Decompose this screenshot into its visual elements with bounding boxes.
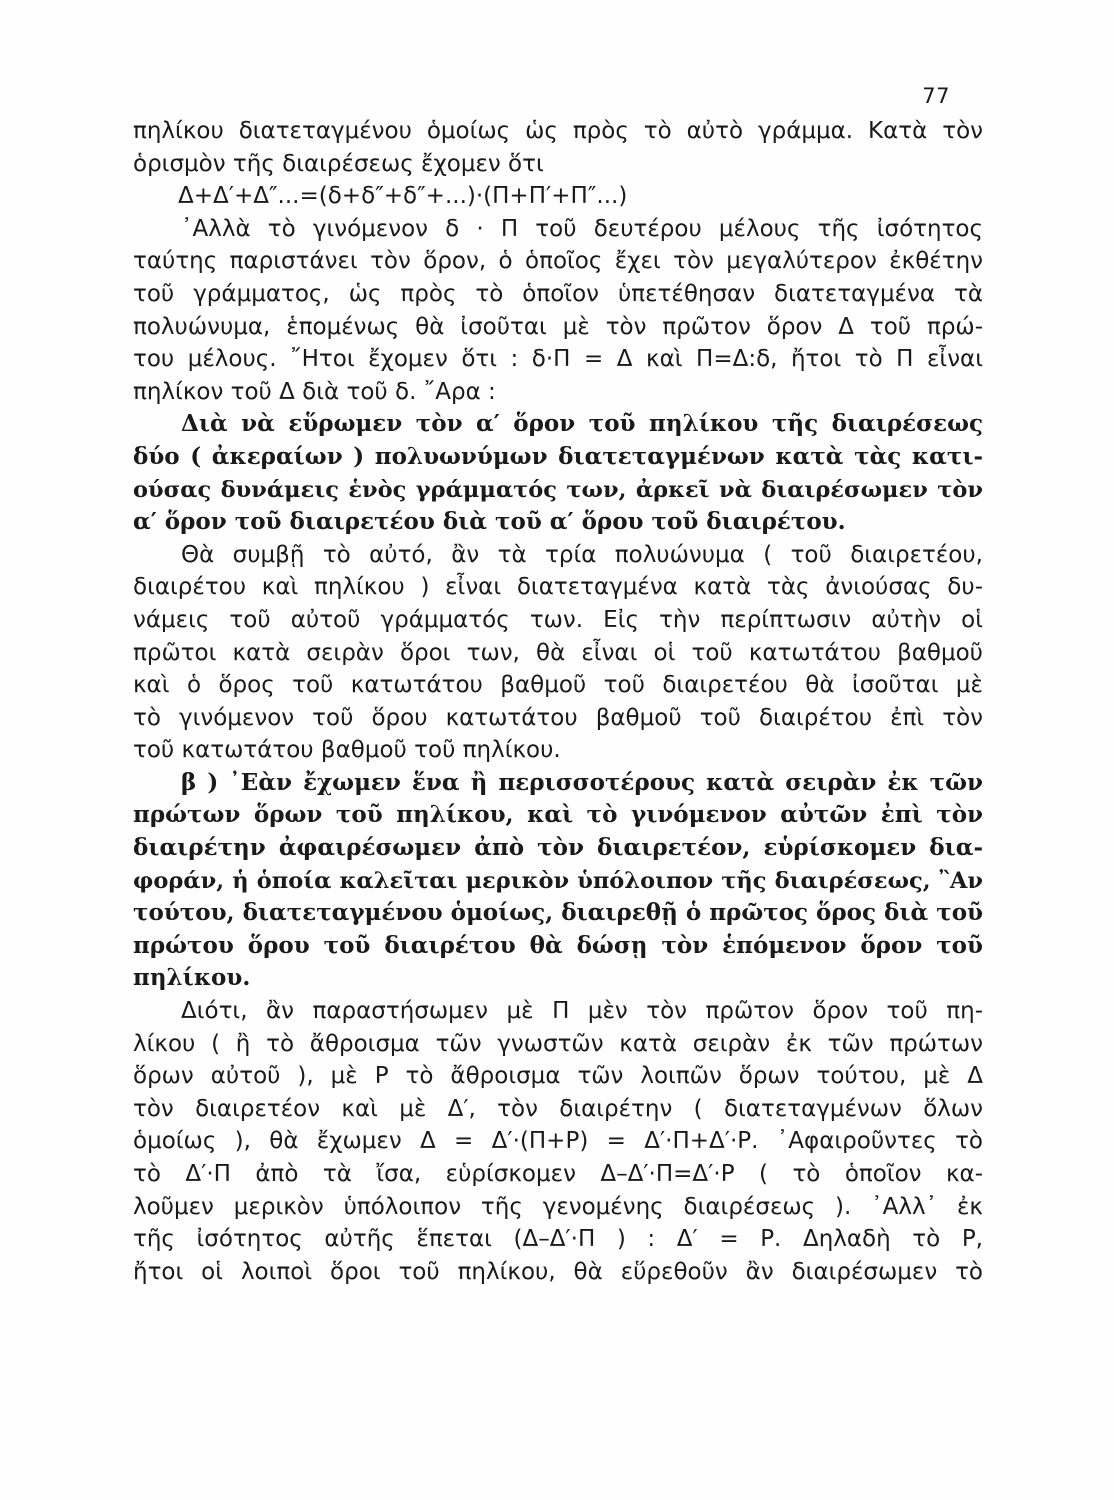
page-number: 77	[922, 84, 950, 108]
bold-text-line: πηλίκου.	[133, 964, 251, 992]
text-line: νάμεις τοῦ αὐτοῦ γράμματός των. Εἰς τὴν περίπτωσιν αὐτὴν οἱ	[133, 606, 983, 633]
bold-text-line: β ) ᾿Εὰν ἔχωμεν ἕνα ἢ περισσοτέρους κατὰ σειρὰν ἐκ τῶν	[181, 768, 983, 796]
text-line: τὸ γινόμενον τοῦ ὅρου κατωτάτου βαθμοῦ τοῦ διαιρέτου ἐπὶ τὸν	[133, 704, 983, 731]
bold-text-line: πρώτου ὅρου τοῦ διαιρέτου θὰ δώσῃ τὸν ἑπόμενον ὅρον τοῦ	[133, 931, 983, 959]
bold-text-line: διαιρέτην ἀφαιρέσωμεν ἀπὸ τὸν διαιρετέον, εὑρίσκομεν δια-	[133, 834, 983, 862]
bold-text-line: πρώτων ὅρων τοῦ πηλίκου, καὶ τὸ γινόμενον αὐτῶν ἐπὶ τὸν	[133, 801, 983, 829]
text-line: τὸν διαιρετέον καὶ μὲ Δ′, τὸν διαιρέτην ( διατεταγμένων ὅλων	[133, 1095, 983, 1122]
text-line: τὸ Δ′·Π ἀπὸ τὰ ἴσα, εὑρίσκομεν Δ–Δ′·Π=Δ′·Ρ ( τὸ ὁποῖον κα-	[133, 1161, 983, 1187]
text-line: ὅρων αὐτοῦ ), μὲ Ρ τὸ ἄθροισμα τῶν λοιπῶν ὅρων τούτου, μὲ Δ	[133, 1063, 983, 1090]
text-line: καὶ ὁ ὅρος τοῦ κατωτάτου βαθμοῦ τοῦ διαιρετέου θὰ ἰσοῦται μὲ	[133, 672, 983, 699]
text-line: ἤτοι οἱ λοιποὶ ὅροι τοῦ πηλίκου, θὰ εὕρεθοῦν ἂν διαιρέσωμεν τὸ	[133, 1258, 983, 1285]
text-line: πηλίκου διατεταγμένου ὁμοίως ὡς πρὸς τὸ αὐτὸ γράμμα. Κατὰ τὸν	[133, 118, 983, 144]
bold-text-line: α′ ὅρον τοῦ διαιρετέου διὰ τοῦ α′ ὅρου τοῦ διαιρέτου.	[133, 508, 846, 536]
text-line: Διότι, ἂν παραστήσωμεν μὲ Π μὲν τὸν πρῶτον ὅρον τοῦ πη-	[181, 998, 983, 1025]
text-line: λίκου ( ἢ τὸ ἄθροισμα τῶν γνωστῶν κατὰ σειρὰν ἐκ τῶν πρώτων	[133, 1030, 983, 1057]
text-line: λοῦμεν μερικὸν ὑπόλοιπον τῆς γενομένης διαιρέσεως ). ᾿Αλλ᾿ ἐκ	[133, 1193, 983, 1220]
text-line: τοῦ γράμματος, ὡς πρὸς τὸ ὁποῖον ὑπετέθησαν διατεταγμένα τὰ	[133, 280, 983, 307]
text-line: Θὰ συμβῇ τὸ αὐτό, ἂν τὰ τρία πολυώνυμα ( τοῦ διαιρετέου,	[181, 541, 983, 568]
bold-text-line: δύο ( ἀκεραίων ) πολυωνύμων διατεταγμένων κατὰ τὰς κατι-	[133, 442, 983, 470]
formula-line: Δ+Δ′+Δ″...=(δ+δ″+δ″+...)·(Π+Π′+Π″...)	[178, 183, 628, 210]
text-line: ὁμοίως ), θὰ ἔχωμεν Δ = Δ′·(Π+Ρ) = Δ′·Π+Δ′·Ρ. ᾿Αφαιροῦντες τὸ	[133, 1128, 983, 1155]
text-line: πρῶτοι κατὰ σειρὰν ὅροι των, θὰ εἶναι οἱ τοῦ κατωτάτου βαθμοῦ	[133, 639, 983, 666]
text-line: ὁρισμὸν τῆς διαιρέσεως ἔχομεν ὅτι	[133, 150, 544, 177]
text-line: πηλίκον τοῦ Δ διὰ τοῦ δ. ῎Αρα :	[133, 378, 496, 405]
bold-text-line: ούσας δυνάμεις ἑνὸς γράμματός των, ἀρκεῖ νὰ διαιρέσωμεν τὸν	[133, 476, 983, 503]
text-line: τῆς ἰσότητος αὐτῆς ἕπεται (Δ–Δ′·Π ) : Δ′ = Ρ. Δηλαδὴ τὸ Ρ,	[133, 1226, 983, 1253]
text-line: διαιρέτου καὶ πηλίκου ) εἶναι διατεταγμένα κατὰ τὰς ἀνιούσας δυ-	[133, 574, 983, 601]
text-line: ταύτης παριστάνει τὸν ὅρον, ὁ ὁποῖος ἔχει τὸν μεγαλύτερον ἐκθέτην	[133, 248, 983, 275]
bold-text-line: Διὰ νὰ εὕρωμεν τὸν α′ ὅρον τοῦ πηλίκου τῆς διαιρέσεως	[181, 410, 983, 438]
text-line: ᾿Αλλὰ τὸ γινόμενον δ · Π τοῦ δευτέρου μέλους τῆς ἰσότητος	[181, 215, 983, 242]
bold-text-line: φοράν, ἡ ὁποία καλεῖται μερικὸν ὑπόλοιπον τῆς διαιρέσεως, ῍Αν	[133, 867, 983, 894]
body-text	[133, 115, 983, 1288]
bold-text-line: τούτου, διατεταγμένου ὁμοίως, διαιρεθῇ ὁ πρῶτος ὅρος διὰ τοῦ	[133, 899, 983, 927]
text-line: πολυώνυμα, ἑπομένως θὰ ἰσοῦται μὲ τὸν πρῶτον ὅρον Δ τοῦ πρώ-	[133, 313, 983, 340]
text-line: τοῦ κατωτάτου βαθμοῦ τοῦ πηλίκου.	[133, 737, 561, 764]
text-line: του μέλους. ῎Ητοι ἔχομεν ὅτι : δ·Π = Δ καὶ Π=Δ:δ, ἤτοι τὸ Π εἶναι	[133, 346, 983, 373]
